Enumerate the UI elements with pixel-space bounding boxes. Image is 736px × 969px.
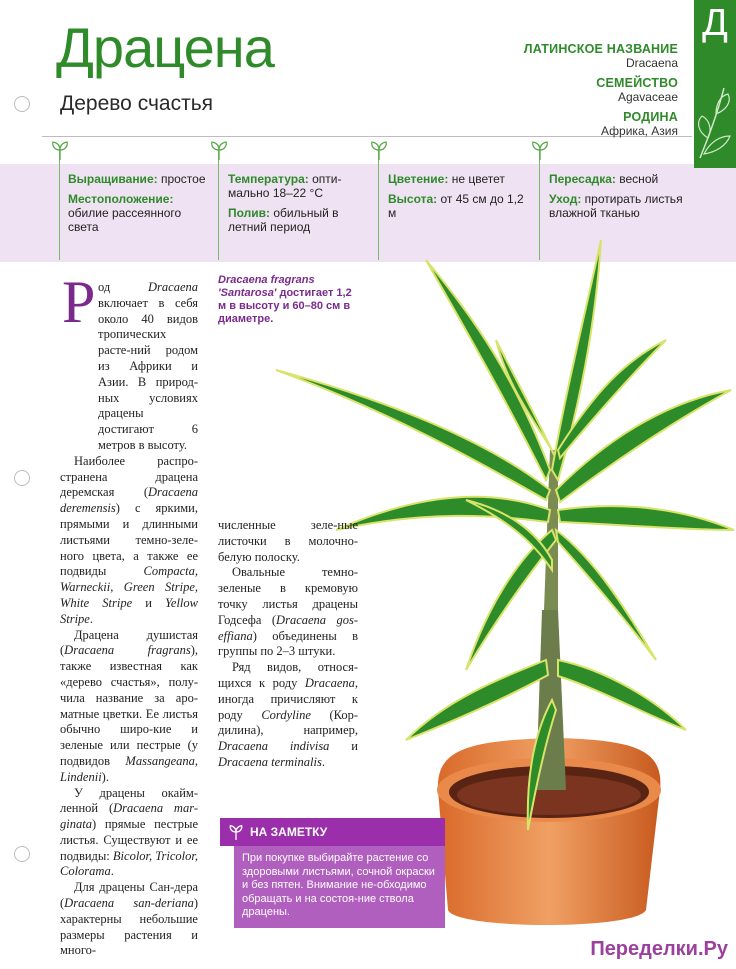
body-text: Dracaena <box>148 280 198 294</box>
watering-value: обильный в летний период <box>228 206 339 234</box>
body-text: Dracaena gos-effiana <box>218 612 359 643</box>
body-text: Dracaena terminalis <box>218 754 322 769</box>
care-label: Уход: <box>549 192 582 206</box>
homeland-label: РОДИНА <box>623 110 678 124</box>
growing-label: Выращивание: <box>68 172 158 186</box>
body-text: Dracaena deremensis <box>60 485 198 516</box>
body-text: Cordyline <box>261 707 311 722</box>
family-value: Agavaceae <box>617 90 678 104</box>
body-text: ) характерны небольшие размеры растения и много- <box>60 896 198 958</box>
binder-hole <box>14 846 30 862</box>
section-tab <box>694 0 736 168</box>
latin-name-label: ЛАТИНСКОЕ НАЗВАНИЕ <box>523 42 678 56</box>
body-text: и <box>329 739 358 754</box>
body-text: Massangeana, Lindenii <box>60 753 198 784</box>
care-value: протирать листья влажной тканью <box>549 192 683 220</box>
sprout-icon <box>209 140 229 160</box>
sprout-icon <box>228 824 244 840</box>
height-value: от 45 см до 1,2 м <box>388 192 524 220</box>
homeland-value: Африка, Азия <box>601 124 678 138</box>
divider-stem <box>59 150 60 260</box>
body-text: . <box>110 864 114 879</box>
flowering-value: не цветет <box>448 172 505 186</box>
note-title: НА ЗАМЕТКУ <box>250 825 328 839</box>
body-text: . <box>89 611 93 626</box>
body-text: ) с яркими, прямыми и длинными листьями темно-зеле-ного цвета, а также ее подвиды <box>60 501 198 579</box>
sprout-icon <box>530 140 550 160</box>
body-text: У драцены окайм-ленной ( <box>60 785 198 816</box>
binder-hole <box>14 470 30 486</box>
body-text: ) объединены в группы по 2–3 штуки. <box>218 628 358 659</box>
body-text: Bicolor, Tricolor, Colorama <box>60 848 198 879</box>
info-column-3 <box>388 172 528 226</box>
info-column-4 <box>549 172 689 226</box>
repotting-value: весной <box>615 172 659 186</box>
leaf-ornament-icon <box>694 58 736 168</box>
body-text: од <box>98 280 148 294</box>
section-letter: Д <box>702 2 728 44</box>
photo-caption <box>218 274 358 326</box>
body-text: численные зеле-ные листочки в молочно-белую полоску. <box>218 518 358 564</box>
info-column-1 <box>68 172 213 240</box>
location-value: обилие рассеянного света <box>68 206 182 234</box>
body-text: Dracaena san-deriana <box>64 896 194 911</box>
body-text: и <box>132 595 166 610</box>
sprout-icon <box>50 140 70 160</box>
body-text: Compacta, Warneckii, Green Stripe, White Stripe <box>60 564 198 610</box>
body-text: Наиболее распро-странена драцена деремская ( <box>60 453 198 500</box>
body-column-2 <box>218 518 358 771</box>
sprout-icon <box>369 140 389 160</box>
repotting-label: Пересадка: <box>549 172 616 186</box>
temperature-value: опти-мально 18–22 °C <box>228 172 342 200</box>
body-text: Ряд видов, относя-щихся к роду <box>218 660 358 690</box>
body-text: ), также известная как «дерево счастья», полу-чила название за аро-матные цветки. Ее листья обычно широ-кие и зеленые или пестрые (у подвидов <box>60 643 198 768</box>
caption-species: Dracaena fragrans 'Santarosa' <box>218 274 315 299</box>
note-box <box>220 818 445 928</box>
note-accent <box>220 846 234 928</box>
location-label: Местоположение: <box>68 192 174 206</box>
body-text: , иногда причисляют к роду <box>218 675 358 722</box>
divider-stem <box>218 150 219 260</box>
body-text: Драцена душистая ( <box>60 627 198 658</box>
height-label: Высота: <box>388 192 438 206</box>
temperature-label: Температура: <box>228 172 309 186</box>
latin-name-value: Dracaena <box>625 56 678 70</box>
body-text: Dracaena <box>304 675 355 690</box>
body-text: Yellow Stripe <box>60 595 198 626</box>
plant-meta <box>438 42 678 144</box>
watermark: Переделки.Ру <box>590 938 728 960</box>
note-header <box>220 818 445 846</box>
page-title: Драцена <box>56 16 274 79</box>
body-text: Овальные темно-зеленые в кремовую точку листья драцены Годсефа ( <box>218 565 358 627</box>
growing-value: простое <box>157 172 206 186</box>
caption-text: достигает 1,2 м в высоту и 60–80 см в диаметре. <box>218 287 352 325</box>
family-label: СЕМЕЙСТВО <box>596 76 678 90</box>
body-text: Для драцены Сан-дера ( <box>60 880 198 911</box>
body-text: (Кор-дилина), например, <box>218 707 359 738</box>
body-text: ) прямые пестрые листья. Существуют и ее подвиды: <box>60 817 198 863</box>
body-text: Dracaena indivisa <box>218 739 330 754</box>
body-text: включает в себя около 40 видов тропических расте-ний родом из Африки и Азии. В природ-ных условиях драцены достигают 6 метров в высоту. <box>98 295 198 452</box>
flowering-label: Цветение: <box>388 172 449 186</box>
drop-cap: Р <box>62 269 96 335</box>
body-text: Dracaena fragrans <box>64 643 191 658</box>
watering-label: Полив: <box>228 206 271 220</box>
body-text: . <box>321 754 325 769</box>
page-subtitle: Дерево счастья <box>60 92 214 115</box>
binder-hole <box>14 96 30 112</box>
note-text: При покупке выбирайте растение со здоровыми листьями, сочной окраски и без пятен. Внимание не-обходимо обращать и на состоя-ние ствола драцены. <box>234 846 445 928</box>
body-text: Dracaena mar-ginata <box>60 801 198 832</box>
body-column-1 <box>60 280 198 959</box>
body-text: ). <box>101 769 109 784</box>
